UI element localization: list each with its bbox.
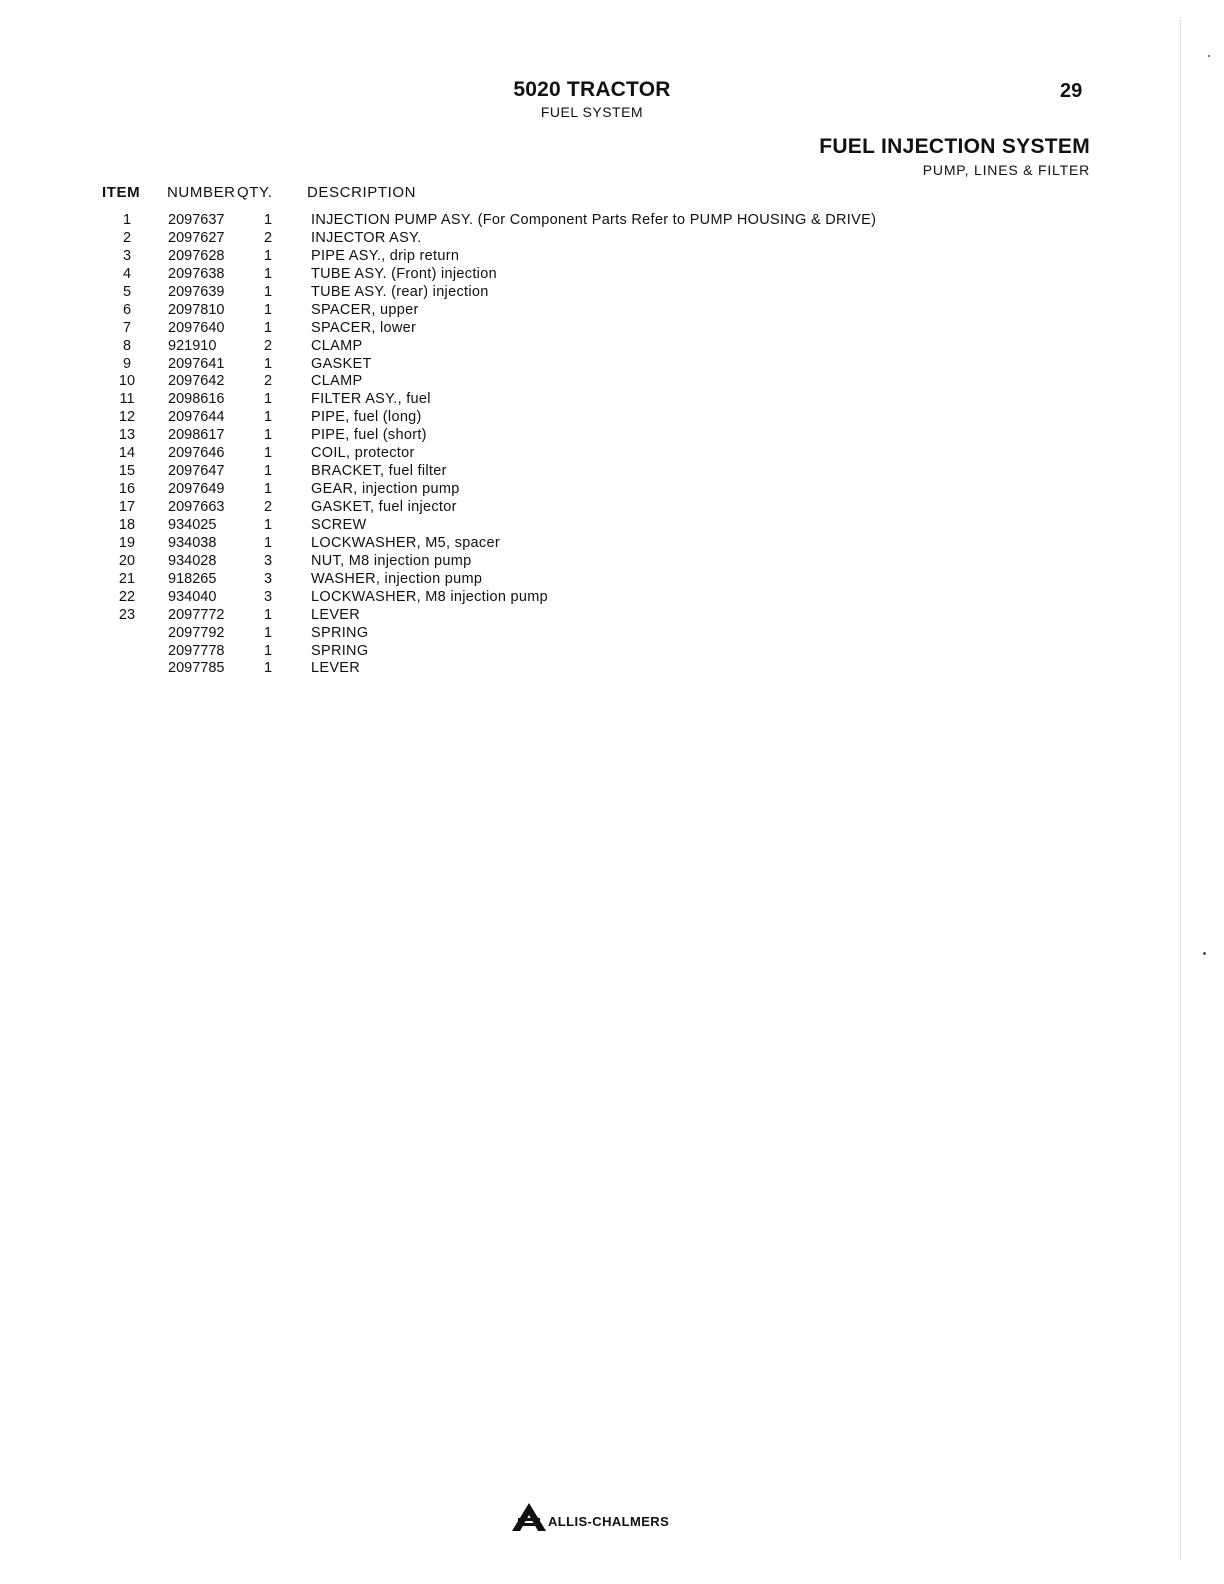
row-part-number: 934040 bbox=[168, 588, 217, 605]
row-description: TUBE ASY. (rear) injection bbox=[311, 283, 489, 300]
row-description: LEVER bbox=[311, 660, 361, 677]
row-description: FILTER ASY., fuel bbox=[311, 391, 431, 408]
table-row bbox=[0, 212, 1224, 230]
row-item: 20 bbox=[118, 552, 136, 569]
table-row bbox=[0, 266, 1224, 284]
row-part-number: 2097785 bbox=[168, 660, 225, 677]
row-quantity: 1 bbox=[263, 481, 273, 498]
row-description: CLAMP bbox=[311, 373, 363, 390]
row-quantity: 2 bbox=[263, 337, 273, 354]
row-part-number: 2097640 bbox=[168, 319, 225, 336]
table-row bbox=[0, 373, 1224, 391]
column-header-qty: QTY. bbox=[237, 184, 273, 201]
table-row bbox=[0, 445, 1224, 463]
table-row bbox=[0, 320, 1224, 338]
row-quantity: 1 bbox=[263, 301, 273, 318]
column-header-description: DESCRIPTION bbox=[307, 184, 417, 201]
row-description: LOCKWASHER, M5, spacer bbox=[311, 534, 500, 551]
row-quantity: 1 bbox=[263, 247, 273, 264]
row-item: 23 bbox=[118, 606, 136, 623]
row-item: 5 bbox=[122, 283, 132, 300]
table-row bbox=[0, 427, 1224, 445]
row-part-number: 2098616 bbox=[168, 391, 225, 408]
row-part-number: 2097792 bbox=[168, 624, 225, 641]
row-quantity: 1 bbox=[263, 212, 273, 228]
row-description: INJECTOR ASY. bbox=[311, 229, 422, 246]
table-row bbox=[0, 230, 1224, 248]
row-part-number: 2097647 bbox=[168, 463, 225, 480]
row-item: 19 bbox=[118, 534, 136, 551]
row-quantity: 3 bbox=[263, 552, 273, 569]
table-row bbox=[0, 499, 1224, 517]
row-item: 13 bbox=[118, 427, 136, 444]
row-part-number: 2097810 bbox=[168, 301, 225, 318]
row-item: 2 bbox=[122, 229, 132, 246]
row-item: 15 bbox=[118, 463, 136, 480]
row-quantity: 2 bbox=[263, 499, 273, 515]
row-description: TUBE ASY. (Front) injection bbox=[311, 265, 497, 282]
scan-speck bbox=[1203, 952, 1206, 955]
table-row bbox=[0, 571, 1224, 589]
row-part-number: 2097628 bbox=[168, 247, 225, 264]
row-item: 10 bbox=[118, 373, 136, 390]
page-number: 29 bbox=[1060, 80, 1083, 102]
row-quantity: 1 bbox=[263, 516, 273, 533]
row-part-number: 918265 bbox=[168, 570, 217, 587]
row-description: PIPE ASY., drip return bbox=[311, 247, 460, 264]
row-item: 8 bbox=[122, 337, 132, 354]
table-row bbox=[0, 391, 1224, 409]
row-description: SPACER, upper bbox=[311, 301, 419, 318]
row-quantity: 1 bbox=[263, 445, 273, 462]
table-row bbox=[0, 302, 1224, 320]
table-row bbox=[0, 589, 1224, 607]
row-description: SCREW bbox=[311, 516, 367, 533]
row-part-number: 921910 bbox=[168, 337, 217, 354]
row-description: SPRING bbox=[311, 624, 369, 641]
row-description: LOCKWASHER, M8 injection pump bbox=[311, 588, 549, 605]
row-description: NUT, M8 injection pump bbox=[311, 552, 472, 569]
row-part-number: 2097642 bbox=[168, 373, 225, 390]
row-quantity: 2 bbox=[263, 373, 273, 390]
row-quantity: 1 bbox=[263, 463, 273, 480]
table-row bbox=[0, 463, 1224, 481]
row-quantity: 1 bbox=[263, 409, 273, 426]
row-description: WASHER, injection pump bbox=[311, 570, 483, 587]
table-row bbox=[0, 284, 1224, 302]
row-item: 18 bbox=[118, 516, 136, 533]
table-row bbox=[0, 481, 1224, 499]
row-item: 3 bbox=[122, 247, 132, 264]
column-header-number: NUMBER bbox=[167, 184, 236, 201]
table-row bbox=[0, 553, 1224, 571]
row-quantity: 1 bbox=[263, 355, 273, 372]
allis-chalmers-logo-icon bbox=[512, 1503, 546, 1531]
row-quantity: 3 bbox=[263, 588, 273, 605]
row-part-number: 2097772 bbox=[168, 606, 225, 623]
row-item: 17 bbox=[118, 499, 136, 515]
row-item: 7 bbox=[122, 319, 132, 336]
row-item: 21 bbox=[118, 570, 136, 587]
row-item: 1 bbox=[122, 212, 132, 228]
row-quantity: 1 bbox=[263, 319, 273, 336]
row-part-number: 2097644 bbox=[168, 409, 225, 426]
table-row bbox=[0, 517, 1224, 535]
row-item: 9 bbox=[122, 355, 132, 372]
row-description: PIPE, fuel (long) bbox=[311, 409, 422, 426]
scan-speck bbox=[1208, 55, 1210, 57]
row-part-number: 934028 bbox=[168, 552, 217, 569]
table-row bbox=[0, 643, 1224, 661]
row-item: 4 bbox=[122, 265, 132, 282]
brand-name: ALLIS-CHALMERS bbox=[548, 1513, 670, 1529]
row-quantity: 1 bbox=[263, 606, 273, 623]
parts-list bbox=[0, 212, 1224, 678]
section-subtitle: PUMP, LINES & FILTER bbox=[922, 162, 1090, 178]
row-description: LEVER bbox=[311, 606, 361, 623]
row-item: 11 bbox=[119, 391, 135, 408]
row-quantity: 1 bbox=[263, 642, 273, 659]
row-description: BRACKET, fuel filter bbox=[311, 463, 447, 480]
row-part-number: 2097641 bbox=[168, 355, 225, 372]
row-description: CLAMP bbox=[311, 337, 363, 354]
page-subtitle: FUEL SYSTEM bbox=[540, 104, 644, 120]
row-part-number: 934038 bbox=[168, 534, 217, 551]
row-part-number: 2097778 bbox=[168, 642, 225, 659]
row-item: 14 bbox=[118, 445, 136, 462]
row-item: 12 bbox=[118, 409, 136, 426]
row-part-number: 934025 bbox=[168, 516, 217, 533]
row-part-number: 2097627 bbox=[168, 229, 225, 246]
row-quantity: 2 bbox=[263, 229, 273, 246]
row-quantity: 3 bbox=[263, 570, 273, 587]
row-quantity: 1 bbox=[263, 660, 273, 677]
row-description: INJECTION PUMP ASY. (For Component Parts Refer to PUMP HOUSING & DRIVE) bbox=[311, 212, 877, 228]
table-row bbox=[0, 338, 1224, 356]
row-quantity: 1 bbox=[263, 624, 273, 641]
row-description: GASKET bbox=[311, 355, 372, 372]
row-part-number: 2097637 bbox=[168, 212, 225, 228]
row-quantity: 1 bbox=[263, 391, 273, 408]
row-item: 6 bbox=[122, 301, 132, 318]
section-title: FUEL INJECTION SYSTEM bbox=[819, 135, 1090, 158]
row-quantity: 1 bbox=[263, 534, 273, 551]
row-quantity: 1 bbox=[263, 283, 273, 300]
row-description: PIPE, fuel (short) bbox=[311, 427, 427, 444]
row-description: GASKET, fuel injector bbox=[311, 499, 457, 515]
table-row bbox=[0, 625, 1224, 643]
row-item: 22 bbox=[118, 588, 136, 605]
row-part-number: 2097638 bbox=[168, 265, 225, 282]
table-row bbox=[0, 535, 1224, 553]
row-description: SPRING bbox=[311, 642, 369, 659]
table-row bbox=[0, 660, 1224, 678]
column-header-item: ITEM bbox=[102, 184, 141, 201]
row-part-number: 2097646 bbox=[168, 445, 225, 462]
table-row bbox=[0, 607, 1224, 625]
row-part-number: 2097663 bbox=[168, 499, 225, 515]
row-part-number: 2097649 bbox=[168, 481, 225, 498]
table-row bbox=[0, 409, 1224, 427]
footer-brand bbox=[512, 1505, 669, 1529]
row-quantity: 1 bbox=[263, 265, 273, 282]
row-item: 16 bbox=[118, 481, 136, 498]
row-description: SPACER, lower bbox=[311, 319, 417, 336]
table-row bbox=[0, 248, 1224, 266]
row-description: COIL, protector bbox=[311, 445, 415, 462]
row-quantity: 1 bbox=[263, 427, 273, 444]
table-row bbox=[0, 356, 1224, 374]
row-part-number: 2098617 bbox=[168, 427, 225, 444]
row-description: GEAR, injection pump bbox=[311, 481, 460, 498]
row-part-number: 2097639 bbox=[168, 283, 225, 300]
page-title: 5020 TRACTOR bbox=[513, 78, 671, 101]
